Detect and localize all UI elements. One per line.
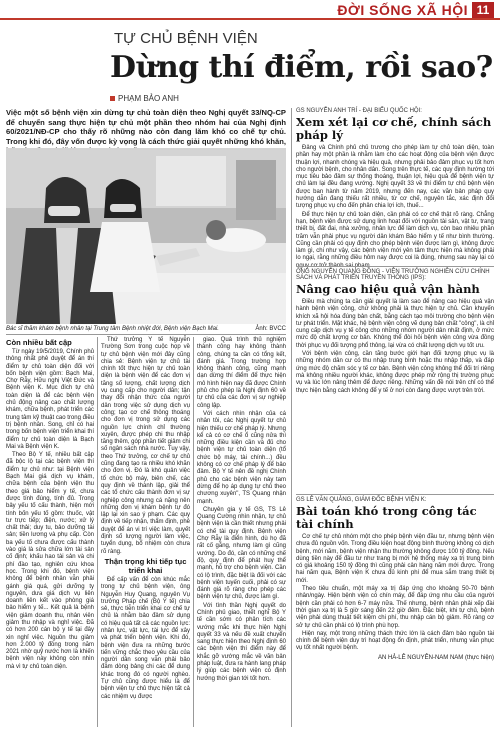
reporter-signature: AN HẢ-LÊ NGUYÊN-NAM NAM (thực hiện) bbox=[377, 654, 494, 661]
article-kicker: TỰ CHỦ BỆNH VIỆN bbox=[114, 30, 258, 47]
interview-van-quang bbox=[296, 497, 494, 727]
paragraph: Theo tiêu chuẩn, một máy xạ trị đáp ứng cho khoảng 50-70 bệnh nhân/ngày. Hiện bệnh viện có chín máy, để đáp ứng nhu cầu của người bệnh cần phải có hơn 6-7 máy nữa. Thế nhưng, bệnh nhân phải xếp đài thời gian xạ trị là 5 giờ sáng đến 22 giờ đêm. Đặc biệt, khi tự chủ, bệnh viện phải dùng thuật tiết kiệm chi phí, thu nhập cán bộ giảm. Rõ ràng cơ sở tự chủ cần phải có lộ trình phù hợp. bbox=[296, 586, 494, 629]
interview-quang-dong bbox=[296, 269, 494, 491]
interviewee-label: ÔNG NGUYỄN QUANG ĐỒNG - VIỆN TRƯỞNG NGHIÊN CỨU CHÍNH SÁCH VÀ PHÁT TRIỂN TRUYỀN THÔNG (IPS): bbox=[296, 269, 490, 281]
article-lede: Việc một số bệnh viện xin dừng tự chủ toàn diện theo Nghị quyết 33/NQ-CP để chuyển sang thực hiện tự chủ một phần theo nhóm hai của Nghị định 60/2021/NĐ-CP cho thấy rõ những nào còn đang lăm khó co chế tự chủ. Trong khi đó, đây vốn được kỳ vọng là cách thức giải quyết những khó khăn, bbox=[6, 108, 286, 146]
interview-headline: Xem xét lại cơ chế, chính sách pháp lý bbox=[296, 115, 492, 142]
interview-anh-tri bbox=[296, 108, 494, 269]
article-column-2 bbox=[101, 337, 190, 727]
paragraph: Để cấp vấn để còn khúc mắc trong tự chủ bệnh viện, ông Nguyễn Huy Quang, nguyên Vụ trưởng Pháp chế (Bộ Y tế) chia sẻ, thực tiễn triển khai cơ chế tự chủ là nhằm bảo đảm sử dụng có hiệu quả tất cả các nguồn lực: nhân lực, vật lực, tài lực để xây và phát triển bệnh viện. Khi đó, bệnh viện đưa ra những bước tiến vững chắc theo yêu cầu của người dân song vẫn phải bảo đảm dòng bảng chi các để dung khác trong đó có người nghèo. Tự chủ cũng được hiểu là để bệnh viện tự chủ thực hiện tất cả các nhiệm vụ được bbox=[101, 576, 190, 700]
section-title: ĐỜI SỐNG XÃ HỘI bbox=[337, 2, 468, 18]
paragraph: Từ ngày 19/5/2019, Chính phủ thông nhất phê duyệt để án thí điểm tự chủ toàn diện đối với bốn bệnh viện gồm: Bạch Mai, Chợ Rẫy, Hữu nghị Việt Đức và Bệnh viện K. Mục đích tự chủ toàn diện là để các bệnh viện chủ động nâng cao chất lượng khám, chữa bệnh, phát triển các trung tâm kỹ thuật cao trong điều trị bệnh nhân. Song, chỉ có hai trong bốn bệnh viện triển khai thí điểm tự chủ toàn diện là Bạch Mai và Bệnh viện K. bbox=[6, 349, 94, 450]
interviewee-label: GS NGUYỄN ANH TRÍ - ĐẠI BIỂU QUỐC HỘI: bbox=[296, 108, 422, 114]
sidebar-separator bbox=[296, 266, 494, 267]
article-column-3 bbox=[197, 337, 286, 727]
article-photo bbox=[6, 148, 286, 324]
caption-text: Bác sĩ thăm khám bệnh nhân tại Trung tâm Bệnh nhiệt đới, Bệnh viện Bạch Mai. bbox=[6, 326, 219, 332]
subhead-caution: Thận trọng khi tiếp tục triển khai bbox=[104, 556, 187, 575]
interview-headline: Nâng cao hiệu quả vận hành bbox=[296, 282, 480, 296]
paragraph: Để thực hiện tự chủ toàn diện, cần phải có cơ chế thật rõ ràng. Chẳng hạn, bệnh viện được sử dụng linh hoạt đối với nguồn tài sản, vật tư, trang thiết bị, đất đai, nhà xưởng, nhân lực để làm dịch vụ, còn bao nhiêu phần trăm vẫn phải phục vụ người dân khám Bảo hiểm y tế như bình thường. Cũng cần phải có quy định cho phép bệnh viện được làm gì, không được làm gì, chi như vậy, các bệnh viện mới yên tâm thực hiện mà không phải lo ngại, rằng những điều hôm nay được coi là đúng, nhưng sau này lại có nguy cơ trở thành sai phạm. bbox=[296, 211, 494, 269]
paragraph: Chuyên gia y tế GS, TS Lê Quang Cường nhìn nhận, tự chủ bệnh viện là cần thiết nhưng phải có chế tài quy định. Bệnh viện Chợ Rẫy là điển hình, dù họ đã rất cố gắng, nhưng làm gì cũng vướng. Do đó, cần có những chế độ, quy định để phát huy thể mạnh, hỗ trợ cho bệnh viện. Cần có lộ trình, đặc biệt là đối với các bệnh viện tuyến cuối, phải có sự đánh giá rõ ràng cho phép các bệnh viện tự chủ, được làm gì. bbox=[197, 506, 286, 601]
column-divider bbox=[193, 337, 194, 727]
article-author: PHẠM BẢO ANH bbox=[110, 94, 179, 103]
paragraph: Thứ trưởng Y tế Nguyễn Trường Sơn trong cuộc họp về tự chủ bệnh viện mới đây cũng chia sẻ: Bệnh viện tự chủ tài chính tốt thực hiện tự chủ toàn diện là bệnh viện để các đơn vị tăng số lượng, chất lượng dịch vụ cung cấp cho người dân; tận thay đổi nhận thức của người dân trong việc sử dụng dịch vụ công; tạo cơ chế thông thoáng cho đơn vị trong sử dụng các nguồn lực chính chỉ thường xuyên, được phép chi thu nhập tăng thêm, góp phần tiết giảm chi số ngân sách nhà nước. Tuy vậy, theo Thứ trưởng, cơ chế tự chủ cũng đang tạo ra nhiều khó khăn cho đơn vị. Đó là khó quản việc tổ chức bộ máy, biên chế, các quy định về thành lập, giải thể các tổ chức cấu thành đơn vị sự nghiệp công nhưng cá nặng nên những đơn vị khám bệnh tự đó lập lại xin sao ý phạm. Các quy định về tiếp nhận, thẩm định, phê duyệt để án vi trí việc làm, quyết định số lượng người làm việc, tuyển dụng, bổ nhiệm còn chưa rõ ràng. bbox=[101, 337, 190, 555]
caption-divider bbox=[6, 334, 286, 335]
paragraph: Theo Bộ Y tế, nhiều bất cập đã bộc lộ tại các bệnh viện thí điểm tự chủ như: tại Bệnh viện Bạch Mai giá dịch vụ khám, chữa bệnh của bệnh viện thu theo giá bảo hiểm y tế, chưa được tính đúng, tính đủ. Trong bảy yếu tố cấu thành, hiện mới tính bốn yếu tố gồm: thuốc, vật tư trực tiếp; điện, nước; xử lý chất thải; duy tu, bảo dưỡng tài sản; tiền lương và phụ cấp. Còn ba yếu tố chưa được cấu thành vào giá là sửa chữa lớn tài sản cố định; khấu hao tài sản và chi phí đào tạo, nghiên cứu khoa học. Trong khi đó, bệnh viện không để bệnh nhân vẫn phải gánh giá quá, gửi dưỡng ty nguyên, dưa giá dịch vụ liên doanh liên kết vào phòng giá bảo hiểm y tế... Kết quả là bệnh viện giảm doanh thu, nhân viên giảm thu nhập và nghỉ việc. Đã có hơn 200 cán bộ y tế tại đây xin nghỉ việc. Nguồn thu giảm hơn 2.000 tỷ đồng trong năm 2021 nhờ quỹ nước hơn là khiến bệnh viện này không còn nhìn mà vì tự chủ toàn diện. bbox=[6, 452, 94, 670]
paragraph: Cơ chế tự chủ nhóm một cho phép bệnh viện đầu tư, nhưng bệnh viện chưa đủ nguồn vốn. Trong điều kiện hoạt động bình thường không có dịch bệnh, mới năm, bệnh viện nhận thu thường không được 100 tỷ đồng. Nếu dùng tiền này để đầu tư như trang bị mới hệ thống máy xạ trị trung bình có giá khoảng 150 tỷ đồng thì cũng phải cân hàng năm mới được. Trong hai năm qua, Bệnh viện K chưa đủ kinh phí để mua sắm trang thiết bị mới. bbox=[296, 534, 494, 584]
paragraph: giao. Quá trình thủ nghiệm thành công hay không thành công, chúng ta cần có tổng kết, đánh giá. Trong trường hợp không thành công, cũng mạnh dạn dừng thí điểm để thực hiện mô hình hiện nay đã được Chính phủ cho phép là Nghị định 60 về tự chủ của các đơn vị sự nghiệp công lập. bbox=[197, 337, 286, 409]
photo-caption bbox=[6, 326, 286, 332]
subhead-limitations: Còn nhiều bất cập bbox=[6, 338, 72, 347]
interview-headline: Bài toán khó trong công tác tài chính bbox=[296, 504, 477, 531]
paragraph: Với bệnh viện công, cần tăng bước giới hạn đối tượng phục vụ là những nhóm dân cư có thu nhập trung bình hoặc thu nhập thấp, và đáp ứng mức độ chăm sóc y tế cơ bản. Bệnh viện công không thể đối trí riêng mà không nhiều người khác, không được phép mở rộng thị trường phục vụ và lúc lớn nâng thêm để được riêng. Những vấn đề nói trên chỉ có thể thực hiện bằng cách không để y tế ở nơi còn đang được vượt trên trời. bbox=[296, 351, 494, 394]
page-header bbox=[0, 0, 500, 20]
sidebar-divider bbox=[291, 108, 292, 727]
paragraph: Với tình thần Nghị quyết do Chính phủ giao, thiết nghĩ Bộ Y tế cần sớm có phân tích các vướng mắc khi thực hiện Nghị quyết 33 và nếu đề xuất chuyển sang thực hiện theo Nghị định 60 các bệnh viện thí điểm này để khắc gỡ vướng mắc về văn bản pháp luật, đưa ra hành lang pháp lý giúp các bệnh viện có định hướng thời gian tới tốt hơn. bbox=[197, 602, 286, 682]
column-divider bbox=[97, 337, 98, 727]
paragraph: Điều mà chúng ta cần giải quyết là làm sao để nâng cao hiệu quả vận hành bệnh viện công, chứ không phải là thực hiện tự chủ. Cần khuyến khích xã hội hóa đúng bản chất, bằng cách tạo môi trường cho bệnh viện tư phát triển. Mặt khác, hệ bệnh viện công vẽ dụng bản chất "công", là chỉ cung cấp dịch vụ y tế công cho những nhóm người dân nhất định, ở mức mức độ chất lượng cơ bản. Không thể đòi hỏi bệnh viện công vừa đồng thời phục vụ đối tượng phổ thông, lại vừa có chất lượng dịch vụ tốt ưu. bbox=[296, 299, 494, 349]
page-number: 11 bbox=[472, 2, 494, 18]
hospital-scene-image bbox=[6, 148, 286, 324]
paragraph: Đảng và Chính phủ chủ trương cho phép làm tự chủ toàn diện, toàn phần hay một phần là nhằm làm cho các hoạt động của bệnh viện được thuận lợi, nhanh chóng và hiệu quả, nhưng phải bảo đảm phục vụ tốt hơn cho người bệnh, cho nhân dân. Song trên thực tế, các quy định hướng tới mục tiêu bảo đảm sự thống thoáng, thuận lợi, hiệu quả để bệnh viện tự chủ làm lại đều đang vướng. Nghị quyết 33 về thí điểm tự chủ bệnh viện được ban hành từ năm 2019, nhưng đến nay, các văn bản pháp quy hướng dẫn đang thiếu rất nhiều, từ cơ chế, nguyên tắc, xác định đối tượng phục vụ cho đến phân chia lợi ích, thuế... bbox=[296, 145, 494, 210]
photo-credit: Ảnh: BVCC bbox=[255, 326, 286, 332]
paragraph: Hiện nay, một trong những thách thức lớn là cách đảm bảo nguồn tài chính để bệnh viện duy trì hoạt động ổn định, phát triển, nhưng vẫn phục vụ tốt nhất người bệnh. bbox=[296, 630, 494, 652]
interviewee-label: GS LÊ VĂN QUẢNG, GIÁM ĐỐC BỆNH VIỆN K: bbox=[296, 497, 427, 503]
article-headline: Dừng thí điểm, rồi sao? bbox=[110, 50, 493, 85]
paragraph: Với cách nhìn nhận của cá nhân tôi, các Nghị quyết tự chủ hiện thiếu cơ chế pháp lý. Nhưng kể cả có cơ chế ổ cũng nửa thì những điều kiện cần và đủ cho bệnh viện tự chủ toàn diện (tổ chức bộ máy, tài chính...) đều không có cơ chế pháp lý để bảo đảm. Bộ Y tế nên đề nghị Chính phủ cho các bệnh viện này tam dừng để họ áp dụng tự chủ theo chương xuyên", TS Quang nhận mạnh. bbox=[197, 410, 286, 505]
article-column-1 bbox=[6, 337, 94, 727]
sidebar-separator bbox=[296, 494, 494, 495]
